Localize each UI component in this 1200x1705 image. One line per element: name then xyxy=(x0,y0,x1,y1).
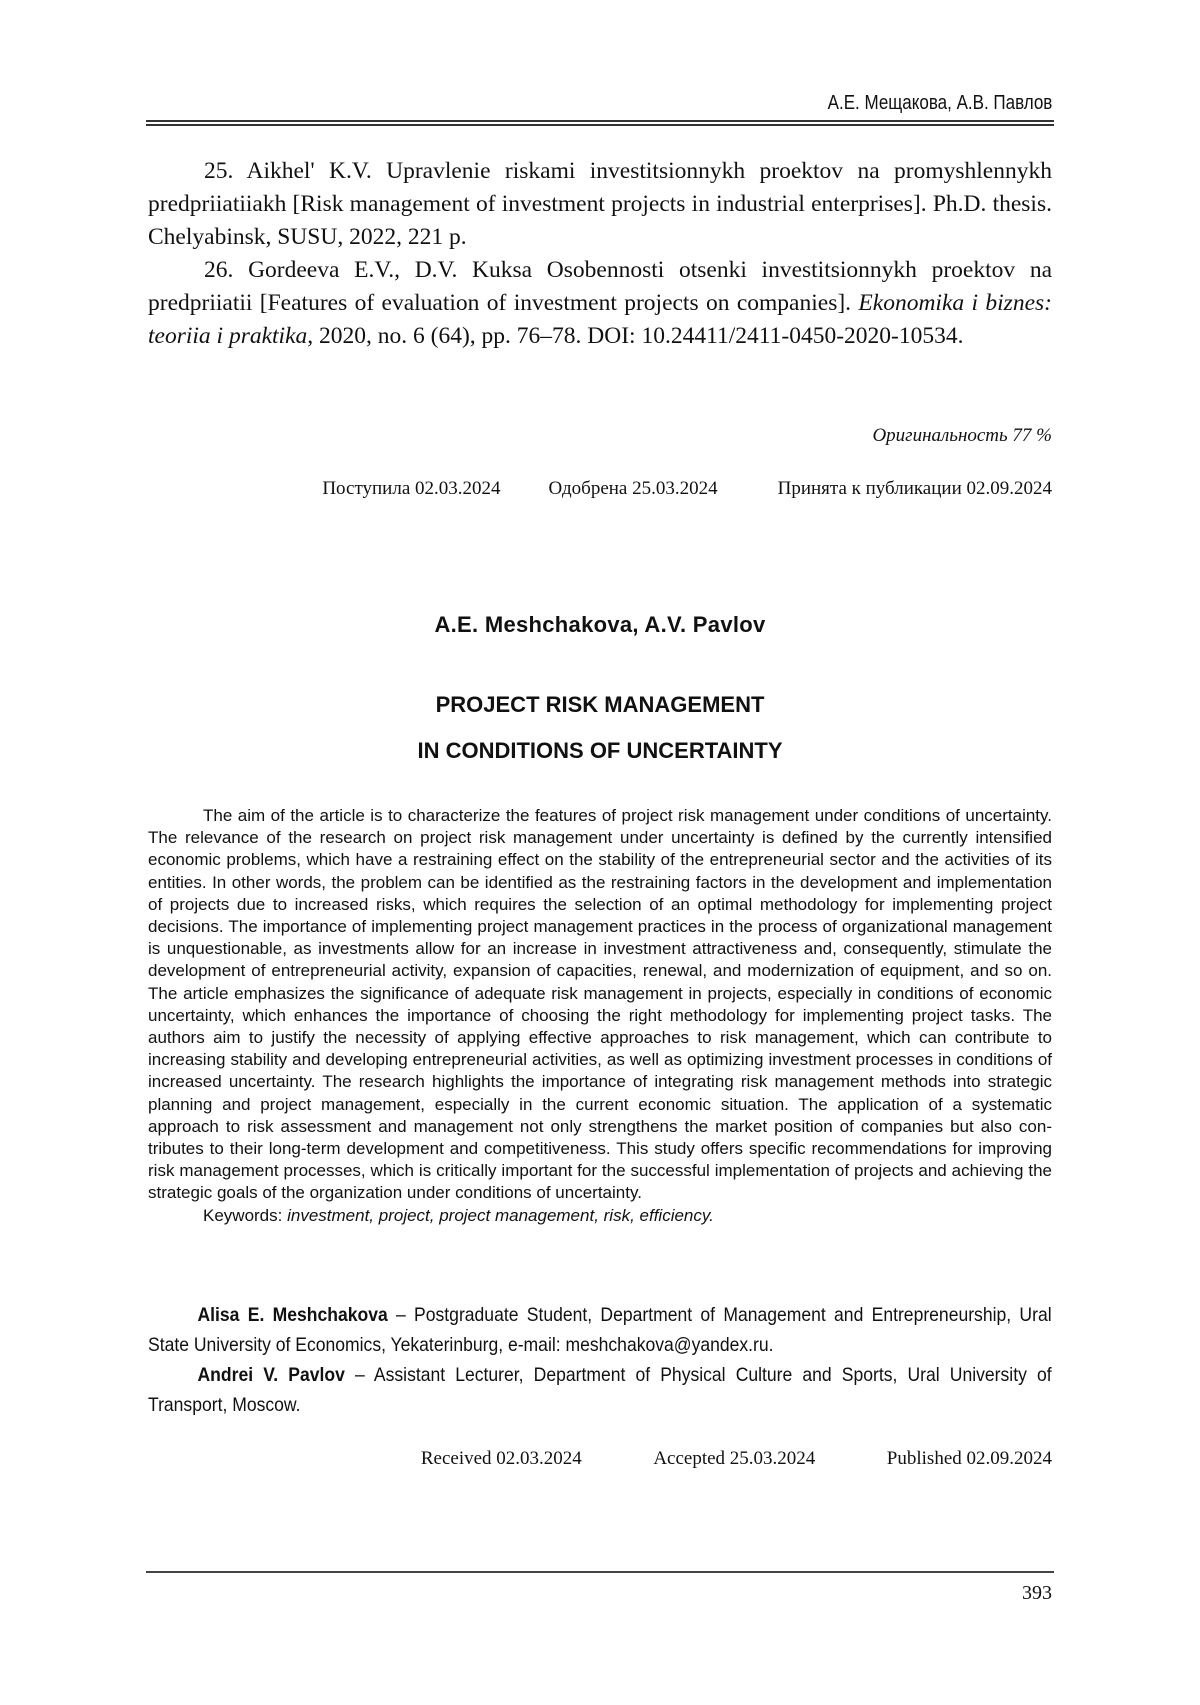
keywords-list: investment, project, project management, risk, efficiency. xyxy=(287,1205,714,1225)
author-bio xyxy=(148,1300,1052,1360)
author-affiliation: – Assistant Lecturer, Department of Physical Culture and Sports, Ural University of Transport, Moscow. xyxy=(148,1364,1052,1416)
reference-text-tail: , 2020, no. 6 (64), pp. 76–78. DOI: 10.24411/2411-0450-2020-10534. xyxy=(307,323,964,349)
author-name: Alisa E. Meshchakova xyxy=(197,1304,388,1326)
date-received-en: Received 02.03.2024 xyxy=(420,1448,582,1469)
page-number: 393 xyxy=(1022,1582,1052,1604)
abstract-text: The aim of the article is to characterize the features of project risk management under conditions of uncertainty. The relevance of the research on project risk management under uncertainty is defined by the currently intensified economic problems, which have a restraining effect on the stability of the entrepreneurial sector and the activities of its entities. In other words, the problem can be identified as the restraining factors in the development and implementation of projects due to increased risks, which requires the selection of an optimal methodology for implementing project decisions. The importance of implementing project management practices in the process of organizational management is unquestionable, as investments allow for an increase in investment attractiveness and, consequently, stimulate the development of entrepreneurial activity, expansion of capacities, renewal, and modernization of equipment, and so on. The article emphasizes the significance of adequate risk management in projects, especially in conditions of economic uncertainty, which enhances the importance of choosing the right methodology for implementing project tasks. The authors aim to justify the necessity of applying effective approaches to risk management, which can contribute to increasing stability and developing entrepreneurial activities, as well as optimizing investment processes in conditions of increased uncertainty. The research highlights the importance of integrating risk management methods into strategic planning and project management, especially in the current economic situation. The application of a systematic approach to risk assessment and management not only strengthens the market position of companies but also contributes to their long-term development and competitiveness. This study offers specific recommendations for improving risk management processes, which is critically important for the successful implementation of projects and achieving the strategic goals of the organization under conditions of uncertainty. xyxy=(148,806,1052,1203)
date-approved-ru: Одобрена 25.03.2024 xyxy=(548,478,718,499)
author-bio xyxy=(148,1360,1052,1420)
reference-text: Gordeeva E.V., D.V. Kuksa Osobennosti otsenki investitsionnykh proektov na predpriiatii [Features of evaluation of investment projects on companies]. xyxy=(148,257,1052,316)
keywords xyxy=(148,1205,1052,1227)
running-head: А.Е. Мещакова, А.В. Павлов xyxy=(827,92,1052,114)
keywords-label: Keywords: xyxy=(203,1205,288,1225)
date-accepted-en: Accepted 25.03.2024 xyxy=(653,1448,816,1469)
reference-journal: Ekonomika i biznes: teoriia i praktika xyxy=(148,290,1052,349)
header-double-rule xyxy=(146,120,1054,126)
date-received-ru: Поступила 02.03.2024 xyxy=(322,478,501,499)
reference-number: 26. xyxy=(204,257,234,283)
date-published-en: Published 02.09.2024 xyxy=(886,1448,1052,1469)
references-list xyxy=(148,155,1052,353)
abstract xyxy=(148,805,1052,1227)
footer-rule xyxy=(146,1571,1054,1573)
article-title xyxy=(0,682,1200,774)
reference-text: Aikhel' K.V. Upravlenie riskami investitsionnykh proektov na promyshlennykh predpriiatiiakh [Risk management of investment projects in industrial enterprises]. Ph.D. thesis. Chelyabinsk, SUSU, 2022, 221 p. xyxy=(148,158,1052,250)
article-authors: A.E. Meshchakova, A.V. Pavlov xyxy=(434,612,766,637)
reference-number: 25. xyxy=(204,158,234,184)
originality-note: Оригинальность 77 % xyxy=(872,425,1052,446)
reference-item xyxy=(148,155,1052,254)
author-name: Andrei V. Pavlov xyxy=(197,1364,345,1386)
article-title-line: IN CONDITIONS OF UNCERTAINTY xyxy=(417,738,783,763)
date-accepted-ru: Принята к публикации 02.09.2024 xyxy=(777,478,1052,499)
dates-russian xyxy=(322,478,1052,500)
author-bios xyxy=(148,1300,1052,1420)
article-title-line: PROJECT RISK MANAGEMENT xyxy=(435,692,765,717)
dates-english xyxy=(421,1448,1052,1470)
author-affiliation: – Postgraduate Student, Department of Management and Entrepreneurship, Ural State University of Economics, Yekaterinburg, e-mail: meshchakova@yandex.ru. xyxy=(148,1304,1052,1356)
reference-item xyxy=(148,254,1052,353)
